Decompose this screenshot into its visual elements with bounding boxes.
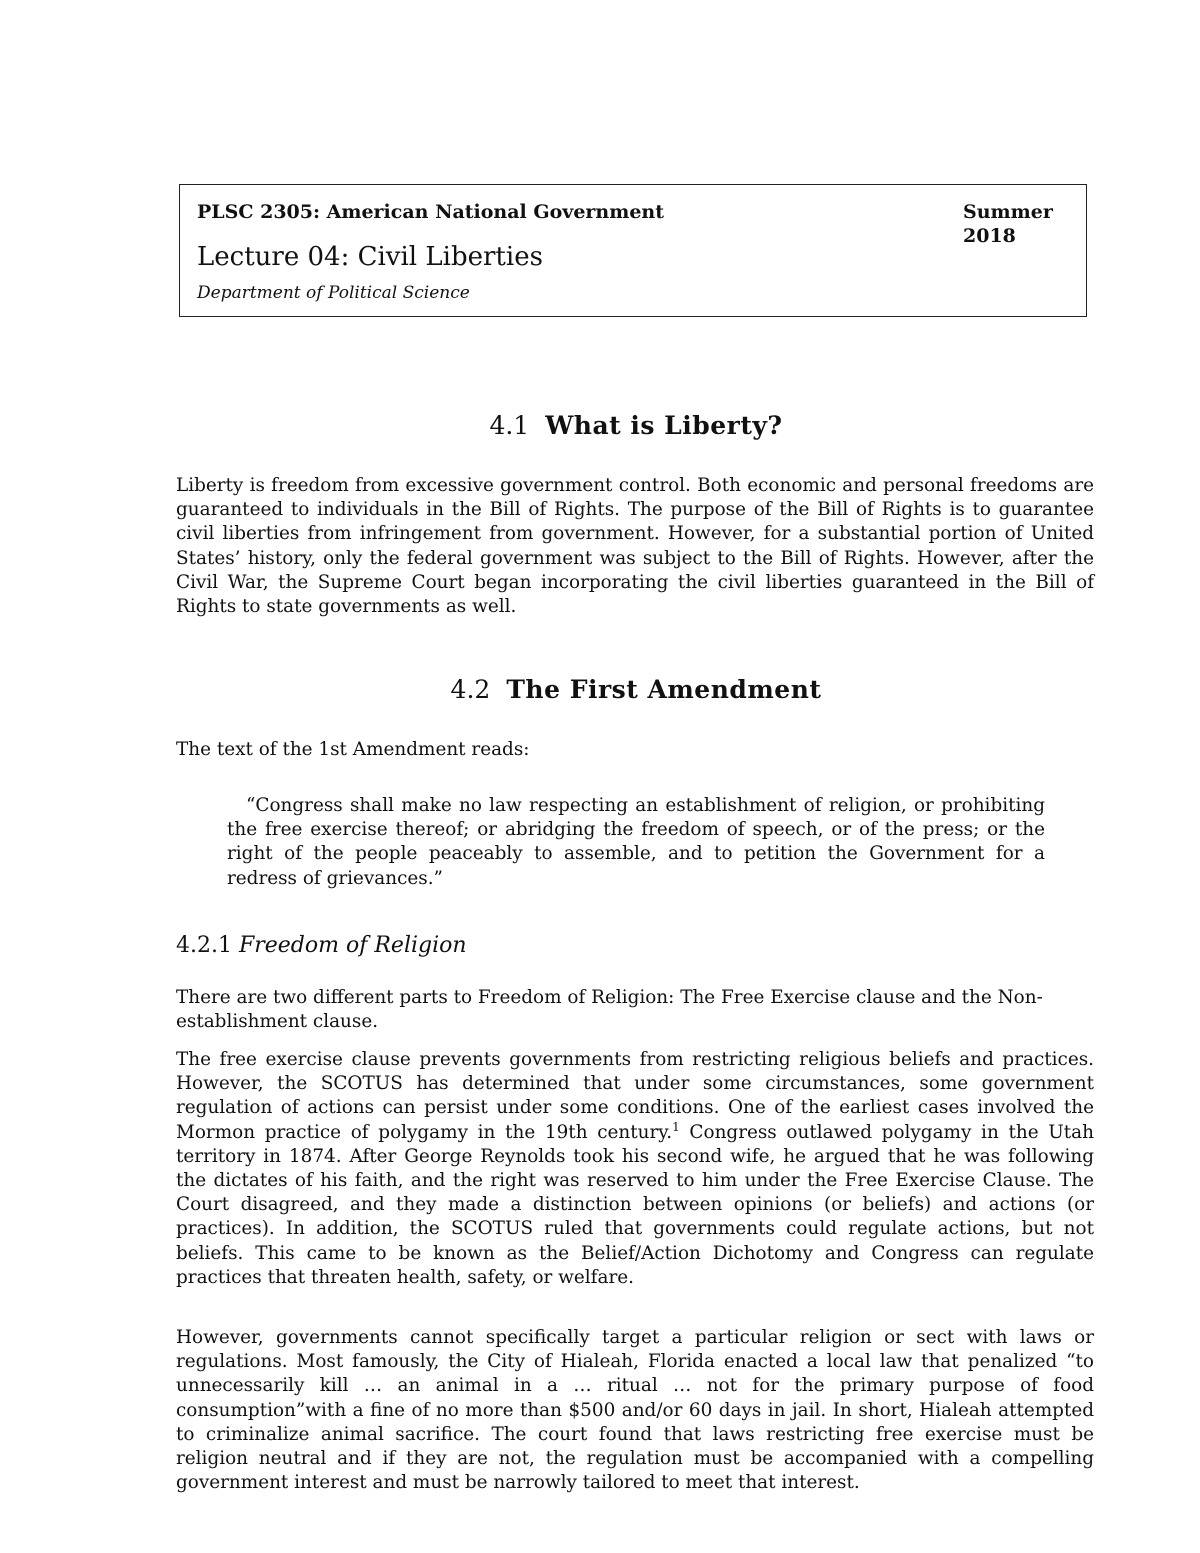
- section-title: What is Liberty?: [545, 411, 783, 440]
- section-number: 4.1: [489, 411, 530, 440]
- course-title: PLSC 2305: American National Government: [197, 201, 665, 223]
- term-label: Summer 2018: [963, 201, 1053, 247]
- subsection-number: 4.2.1: [176, 933, 232, 958]
- subsection-heading-4-2-1: [176, 931, 467, 961]
- section-heading-4-2: [176, 675, 1096, 705]
- amendment-quote: “Congress shall make no law respecting an establishment of religion, or prohibiting the free exercise thereof; or abridging the freedom of speech, or of the press; or the right of the people peaceably to assemble, and to petition the Government for a redress of grievances.”: [227, 795, 1045, 889]
- lecture-title: Lecture 04: Civil Liberties: [197, 242, 543, 272]
- department-label: Department of Political Science: [197, 283, 470, 303]
- paragraph-text: Congress outlawed polygamy in the Utah territory in 1874. After George Reynolds took his second wife, he argued that he was following the dictates of his faith, and the right was reserved to him under the Free Exercise Clause. The Court disagreed, and they made a distinction between opinions (or beliefs) and actions (or practices). In addition, the SCOTUS ruled that governments could regulate actions, but not beliefs. This came to be known as the Belief/Action Dichotomy and Congress can regulate practices that threaten health, safety, or welfare.: [176, 1121, 1094, 1288]
- subsection-title: Freedom of Religion: [238, 933, 467, 958]
- liberty-paragraph: Liberty is freedom from excessive government control. Both economic and personal freedoms are guaranteed to individuals in the Bill of Rights. The purpose of the Bill of Rights is to guarantee civil liberties from infringement from government. However, for a substantial portion of United States’ history, only the federal government was subject to the Bill of Rights. However, after the Civil War, the Supreme Court began incorporating the civil liberties guaranteed in the Bill of Rights to state governments as well.: [176, 475, 1094, 618]
- religion-paragraph-1: There are two different parts to Freedom of Religion: The Free Exercise clause and the Non-establishment clause.: [176, 987, 1043, 1033]
- religion-paragraph-3: However, governments cannot specifically target a particular religion or sect with laws or regulations. Most famously, the City of Hialeah, Florida enacted a local law that penalized “to unnecessarily kill … an animal in a … ritual … not for the primary purpose of food consumption”with a fine of no more than $500 and/or 60 days in jail. In short, Hialeah attempted to criminalize animal sacrifice. The court found that laws restricting free exercise must be religion neutral and if they are not, the regulation must be accompanied with a compelling government interest and must be narrowly tailored to meet that interest.: [176, 1327, 1094, 1494]
- paragraph-text: The free exercise clause prevents governments from restricting religious beliefs and practices. However, the SCOTUS has determined that under some circumstances, some government regulation of actions can persist under some conditions. One of the earliest cases involved the Mormon practice of polygamy in the 19th century.: [176, 1049, 1094, 1143]
- section-title: The First Amendment: [506, 675, 822, 704]
- footnote-reference[interactable]: 1: [672, 1119, 680, 1134]
- section-heading-4-1: [176, 411, 1096, 441]
- religion-paragraph-2: [176, 1048, 1094, 1290]
- header-box: [179, 184, 1087, 317]
- amendment-intro: The text of the 1st Amendment reads:: [176, 739, 530, 760]
- section-number: 4.2: [450, 675, 491, 704]
